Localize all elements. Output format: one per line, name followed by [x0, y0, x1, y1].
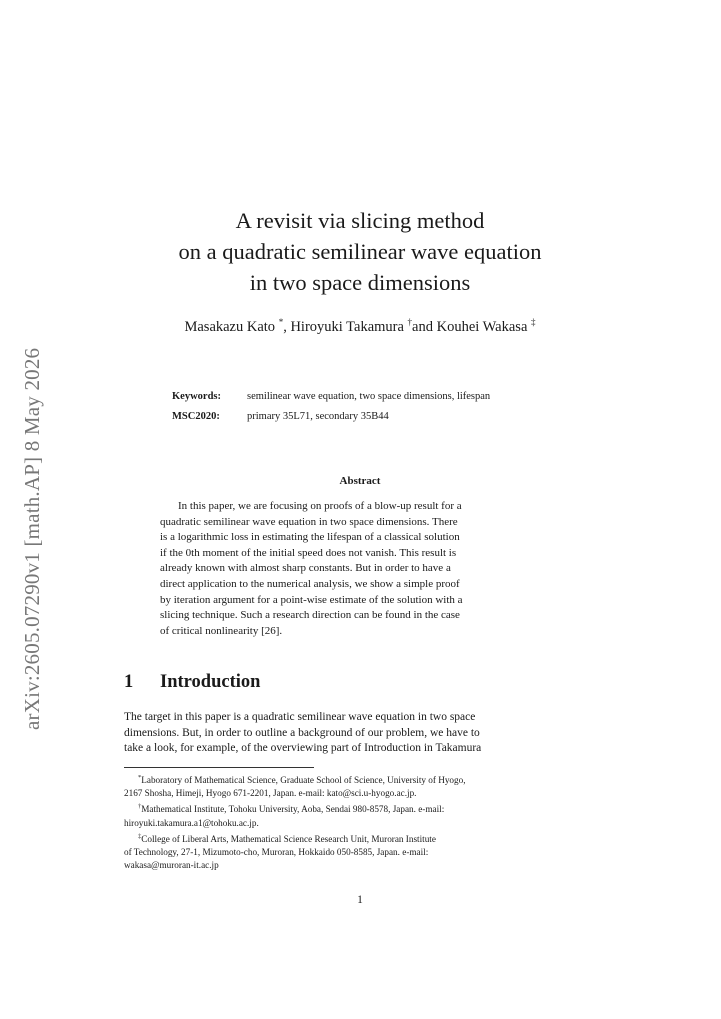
- keywords-value: semilinear wave equation, two space dimensions, lifespan: [247, 391, 491, 402]
- author-1-mark: *: [278, 317, 284, 327]
- abstract-line: of critical nonlinearity [26].: [160, 624, 283, 637]
- abstract-line: In this paper, we are focusing on proofs of a blow-up result for a: [178, 500, 462, 512]
- footnote-3-line-1: ‡College of Liberal Arts, Mathematical Science Research Unit, Muroran Institute: [138, 832, 436, 844]
- abstract-heading: Abstract: [339, 475, 381, 487]
- section-number: 1: [124, 672, 134, 692]
- author-2-mark: †: [407, 317, 413, 327]
- abstract-line: if the 0th moment of the initial speed does not vanish. This result is: [160, 546, 457, 559]
- intro-paragraph: [124, 710, 596, 757]
- abstract-line: by iteration argument for a point-wise estimate of the solution with a: [160, 593, 463, 606]
- footnote-1-mark: *: [138, 774, 142, 781]
- arxiv-sidebar-stamp: [20, 290, 50, 730]
- author-3-mark: ‡: [531, 317, 536, 327]
- section-title: Introduction: [160, 672, 261, 692]
- footnote-3-mark: ‡: [138, 832, 142, 840]
- footnote-2-mark: †: [138, 803, 142, 811]
- footnote-1-line-2: 2167 Shosha, Himeji, Hyogo 671-2201, Japan. e-mail: kato@sci.u-hyogo.ac.jp.: [124, 788, 417, 799]
- author-list: [124, 317, 596, 336]
- paper-title: [124, 205, 596, 298]
- author-2: , Hiroyuki Takamura: [283, 318, 408, 335]
- title-line-3: in two space dimensions: [249, 270, 471, 295]
- abstract-line: slicing technique. Such a research direction can be found in the case: [160, 609, 460, 622]
- footnote-1-line-1: *Laboratory of Mathematical Science, Graduate School of Science, University of Hyogo,: [138, 774, 466, 786]
- msc-label: MSC2020:: [172, 411, 220, 422]
- footnote-3-line-2: of Technology, 27-1, Mizumoto-cho, Muroran, Hokkaido 050-8585, Japan. e-mail:: [124, 847, 429, 858]
- page-number: 1: [357, 894, 363, 906]
- footnote-rule: [124, 767, 314, 768]
- author-1: Masakazu Kato: [184, 318, 279, 335]
- arxiv-id: arXiv:2605.07290v1 [math.AP] 8 May 2026: [20, 347, 44, 730]
- abstract-body: [160, 499, 560, 639]
- intro-line: The target in this paper is a quadratic semilinear wave equation in two space: [124, 711, 476, 723]
- keywords-label: Keywords:: [172, 391, 221, 402]
- footnote-2-line-1: †Mathematical Institute, Tohoku University, Aoba, Sendai 980-8578, Japan. e-mail:: [138, 803, 445, 815]
- msc-value: primary 35L71, secondary 35B44: [247, 411, 389, 422]
- footnote-3-line-3: wakasa@muroran-it.ac.jp: [124, 860, 219, 871]
- intro-line: take a look, for example, of the overviewing part of Introduction in Takamura: [124, 742, 482, 754]
- abstract-line: is a logarithmic loss in estimating the lifespan of a classical solution: [160, 531, 460, 544]
- msc-row: [172, 407, 490, 427]
- footnote-2-line-2: hiroyuki.takamura.a1@tohoku.ac.jp.: [124, 817, 259, 828]
- keywords-row: [172, 387, 490, 407]
- section-heading: [124, 672, 260, 693]
- author-3: and Kouhei Wakasa: [412, 318, 532, 335]
- title-line-2: on a quadratic semilinear wave equation: [178, 239, 542, 264]
- abstract-line: quadratic semilinear wave equation in two space dimensions. There: [160, 515, 458, 528]
- intro-line: dimensions. But, in order to outline a background of our problem, we have to: [124, 726, 480, 739]
- abstract-line: direct application to the numerical analysis, we show a simple proof: [160, 577, 460, 590]
- paper-metadata: [172, 387, 490, 427]
- footnotes: [124, 771, 596, 873]
- title-line-1: A revisit via slicing method: [235, 208, 485, 233]
- abstract-line: already known with almost sharp constants. But in order to have a: [160, 562, 451, 575]
